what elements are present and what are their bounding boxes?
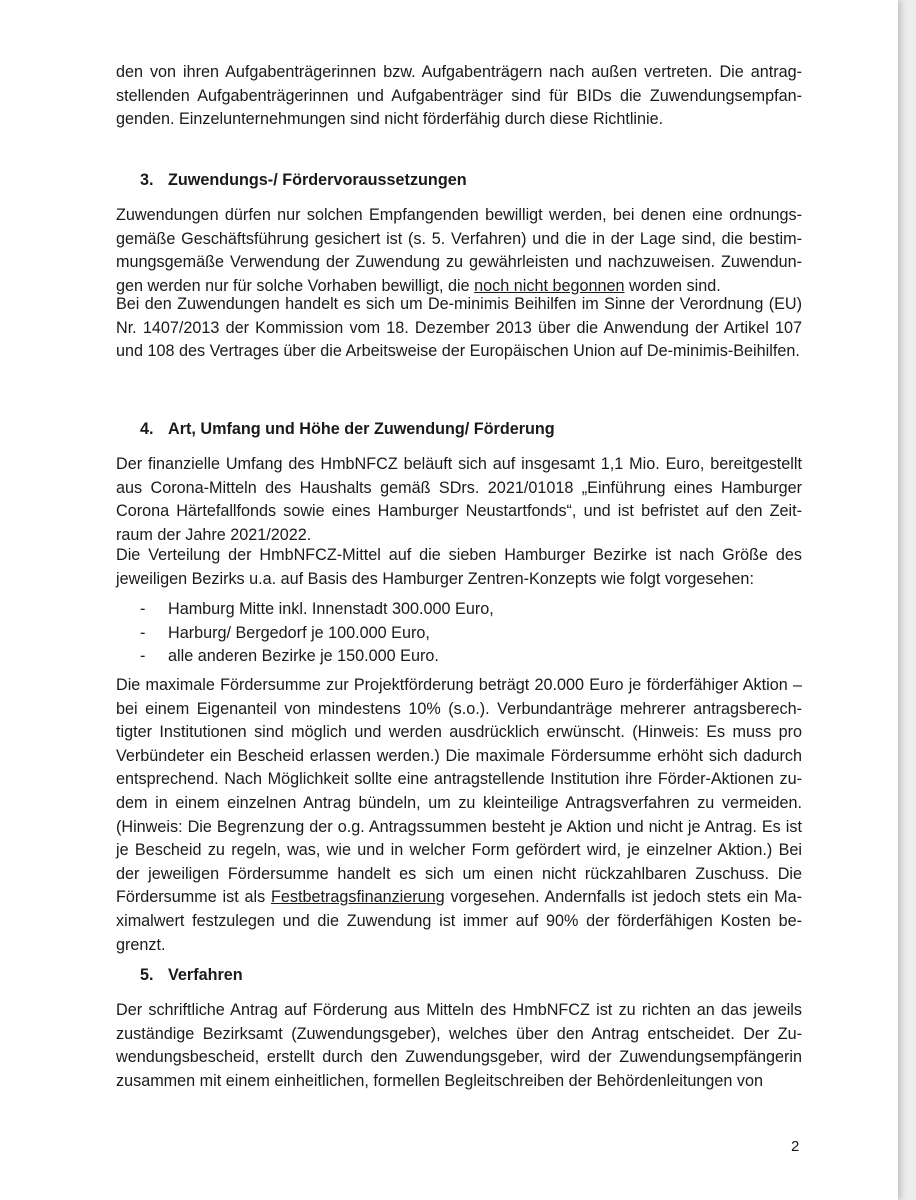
text-run: Die maximale Fördersumme zur Projektförderung beträgt 20.000 Euro je förderfähiger Aktion – bei einem Eigenanteil von mindestens 10% (s.o.). Verbundanträge mehrerer antragsberechtigter Institutionen sind möglich und werden ausdrücklich erwünscht. (Hinweis: Es muss pro Verbündeter ein Bescheid erlassen werden.) Die maximale Fördersumme erhöht sich dadurch entsprechend. Nach Möglichkeit sollte eine antragstellende Institution ihre Förder-Aktionen zudem in einem einzelnen Antrag bündeln, um zu kleinteilige Antragsverfahren zu vermeiden. (Hinweis: Die Begrenzung der o.g. Antragssummen besteht je Aktion und nicht je Antrag. Es ist je Bescheid zu regeln, was, wie und in welcher Form gefördert wird, je einzelner Aktion.) Bei der jeweiligen Fördersumme handelt es sich um einen nicht rückzahlbaren Zuschuss. Die Fördersumme ist als xyxy=(116,676,802,907)
list-item xyxy=(116,598,802,622)
list-item xyxy=(116,645,802,669)
text-run: Zuwendungen dürfen nur solchen Empfangenden bewilligt werden, bei denen eine ordnungsgemäße Geschäftsführung gesichert ist (s. 5. Verfahren) und die in der Lage sind, die bestimmungsgemäße Verwendung der Zuwendung zu gewährleisten und nachzuweisen. Zuwendungen werden nur für solche Vorhaben bewilligt, die xyxy=(116,206,802,295)
list-item-text: Harburg/ Bergedorf je 100.000 Euro, xyxy=(168,623,430,642)
list-item-text: Hamburg Mitte inkl. Innenstadt 300.000 Euro, xyxy=(168,600,494,618)
paragraph-text: den von ihren Aufgabenträgerinnen bzw. Aufgabenträgern nach außen vertreten. Die antragstellenden Aufgabenträgerinnen und Aufgabenträger sind für BIDs die Zuwendungsempfangenden. Einzelunternehmungen sind nicht förderfähig durch diese Richtlinie. xyxy=(116,63,802,129)
bullet-dash: - xyxy=(140,623,146,642)
section-3-body xyxy=(116,204,802,298)
text-run: vorgesehen. Andernfalls ist jedoch stets ein Maximalwert festzulegen und die Zuwendung ist immer auf 90% der förderfähigen Kosten begrenzt. xyxy=(116,888,802,954)
continuation-paragraph xyxy=(116,61,802,132)
bullet-dash: - xyxy=(140,647,146,666)
section-number: 3. xyxy=(140,171,154,189)
underlined-text: noch nicht begonnen xyxy=(474,276,625,295)
list-item-text: alle anderen Bezirke je 150.000 Euro. xyxy=(168,647,439,666)
section-title: Art, Umfang und Höhe der Zuwendung/ Förderung xyxy=(168,420,555,438)
section-title: Verfahren xyxy=(168,966,243,984)
text-run: worden sind. xyxy=(624,276,721,295)
underlined-text: Festbetragsfinanzierung xyxy=(271,888,445,907)
section-title: Zuwendungs-/ Fördervoraussetzungen xyxy=(168,171,467,189)
section-4-paragraph-2: Die Verteilung der HmbNFCZ-Mittel auf die sieben Hamburger Bezirke ist nach Größe des jeweiligen Bezirks u.a. auf Basis des Hamburger Zentren-Konzepts wie folgt vorgesehen: xyxy=(116,546,802,588)
section-4-paragraph-3-block xyxy=(116,674,802,957)
section-3-paragraph-2-block xyxy=(116,293,802,364)
section-4-paragraph-2-block xyxy=(116,544,802,591)
section-4-paragraph-3 xyxy=(116,674,802,957)
section-3-paragraph-1 xyxy=(116,204,802,298)
section-3-heading xyxy=(140,168,467,192)
section-4-paragraph-1: Der finanzielle Umfang des HmbNFCZ beläuft sich auf insgesamt 1,1 Mio. Euro, bereitgestellt aus Corona-Mitteln des Haushalts gemäß SDrs. 2021/01018 „Einführung eines Hamburger Corona Härtefallfonds sowie eines Hamburger Neustartfonds“, und ist befristet auf den Zeitraum der Jahre 2021/2022. xyxy=(116,455,802,544)
section-5-paragraph-1-block xyxy=(116,999,802,1093)
section-number: 4. xyxy=(140,420,154,438)
page-number: 2 xyxy=(791,1138,800,1155)
section-number: 5. xyxy=(140,966,154,984)
section-4-heading xyxy=(140,417,555,441)
section-4-paragraph-1-block xyxy=(116,453,802,547)
section-5-heading xyxy=(140,963,243,987)
section-5-paragraph-1: Der schriftliche Antrag auf Förderung aus Mitteln des HmbNFCZ ist zu richten an das jeweils zuständige Bezirksamt (Zuwendungsgeber), welches über den Antrag entscheidet. Der Zuwendungsbescheid, erstellt durch den Zuwendungsgeber, wird der Zuwendungsempfängerin zusammen mit einem einheitlichen, formellen Begleitschreiben der Behördenleitungen von xyxy=(116,1001,802,1090)
section-3-paragraph-2: Bei den Zuwendungen handelt es sich um De-minimis Beihilfen im Sinne der Verordnung (EU) Nr. 1407/2013 der Kommission vom 18. Dezember 2013 über die Anwendung der Artikel 107 und 108 des Vertrages über die Arbeitsweise der Europäischen Union auf De-minimis-Beihilfen. xyxy=(116,295,802,361)
list-item xyxy=(116,622,802,646)
bullet-dash: - xyxy=(140,600,146,618)
district-allocation-list xyxy=(116,598,802,669)
